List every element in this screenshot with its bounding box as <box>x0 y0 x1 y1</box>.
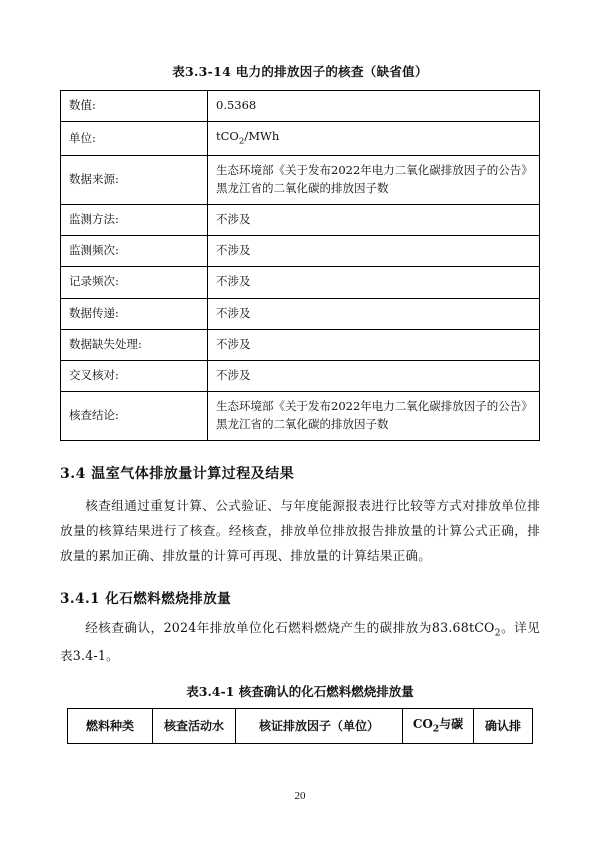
row-key: 单位: <box>61 122 208 156</box>
row-value: 生态环境部《关于发布2022年电力二氧化碳排放因子的公告》黑龙江省的二氧化碳的排放因子数 <box>208 392 540 441</box>
column-header-fuel-type: 燃料种类 <box>68 709 153 744</box>
row-key: 数据传递: <box>61 298 208 329</box>
table-row <box>61 329 540 360</box>
row-value: 不涉及 <box>208 298 540 329</box>
table-row <box>61 204 540 235</box>
row-value: tCO$_2$/MWh <box>208 122 540 156</box>
section-3-4-paragraph: 核查组通过重复计算、公式验证、与年度能源报表进行比较等方式对排放单位排放量的核算结果进行了核查。经核查，排放单位排放报告排放量的计算公式正确，排放量的累加正确、排放量的计算可再现、排放量的计算结果正确。 <box>60 497 540 564</box>
row-value: 不涉及 <box>208 204 540 235</box>
page-number: 20 <box>294 790 306 802</box>
column-header-co2-carbon: $CO_2$与碳 <box>403 709 474 744</box>
row-key: 监测方法: <box>61 204 208 235</box>
table-header-row <box>68 709 533 744</box>
row-key: 交叉核对: <box>61 361 208 392</box>
table-row <box>61 392 540 441</box>
row-key: 核查结论: <box>61 392 208 441</box>
section-heading-3-4: 3.4 温室气体排放量计算过程及结果 <box>60 465 295 482</box>
row-key: 数据来源: <box>61 156 208 205</box>
fossil-fuel-emission-table <box>67 708 533 744</box>
row-value: 不涉及 <box>208 236 540 267</box>
row-key: 数值: <box>61 91 208 122</box>
table-2-caption: 表3.4-1 核查确认的化石燃料燃烧排放量 <box>186 684 414 700</box>
column-header-confirmed-emission: 确认排 <box>474 709 533 744</box>
row-value: 生态环境部《关于发布2022年电力二氧化碳排放因子的公告》黑龙江省的二氧化碳的排放因子数 <box>208 156 540 205</box>
row-value: 不涉及 <box>208 361 540 392</box>
row-key: 监测频次: <box>61 236 208 267</box>
row-value: 不涉及 <box>208 267 540 298</box>
table-row <box>61 156 540 205</box>
section-3-4-1-paragraph: 经核查确认，2024年排放单位化石燃料燃烧产生的碳排放为83.68tCO$_2$。详见表3.4-1。 <box>60 619 540 663</box>
table-row <box>61 236 540 267</box>
table-row <box>61 91 540 122</box>
row-key: 记录频次: <box>61 267 208 298</box>
page-content <box>60 62 540 744</box>
row-value: 0.5368 <box>208 91 540 122</box>
table-row <box>61 267 540 298</box>
table-row <box>61 298 540 329</box>
column-header-emission-factor: 核证排放因子（单位） <box>236 709 403 744</box>
table-row <box>61 361 540 392</box>
row-key: 数据缺失处理: <box>61 329 208 360</box>
table-row <box>61 122 540 156</box>
electricity-emission-factor-table <box>60 90 540 441</box>
table-1-caption: 表3.3-14 电力的排放因子的核查（缺省值） <box>172 64 428 79</box>
section-heading-3-4-1: 3.4.1 化石燃料燃烧排放量 <box>60 590 232 607</box>
column-header-activity-data: 核查活动水 <box>153 709 236 744</box>
row-value: 不涉及 <box>208 329 540 360</box>
